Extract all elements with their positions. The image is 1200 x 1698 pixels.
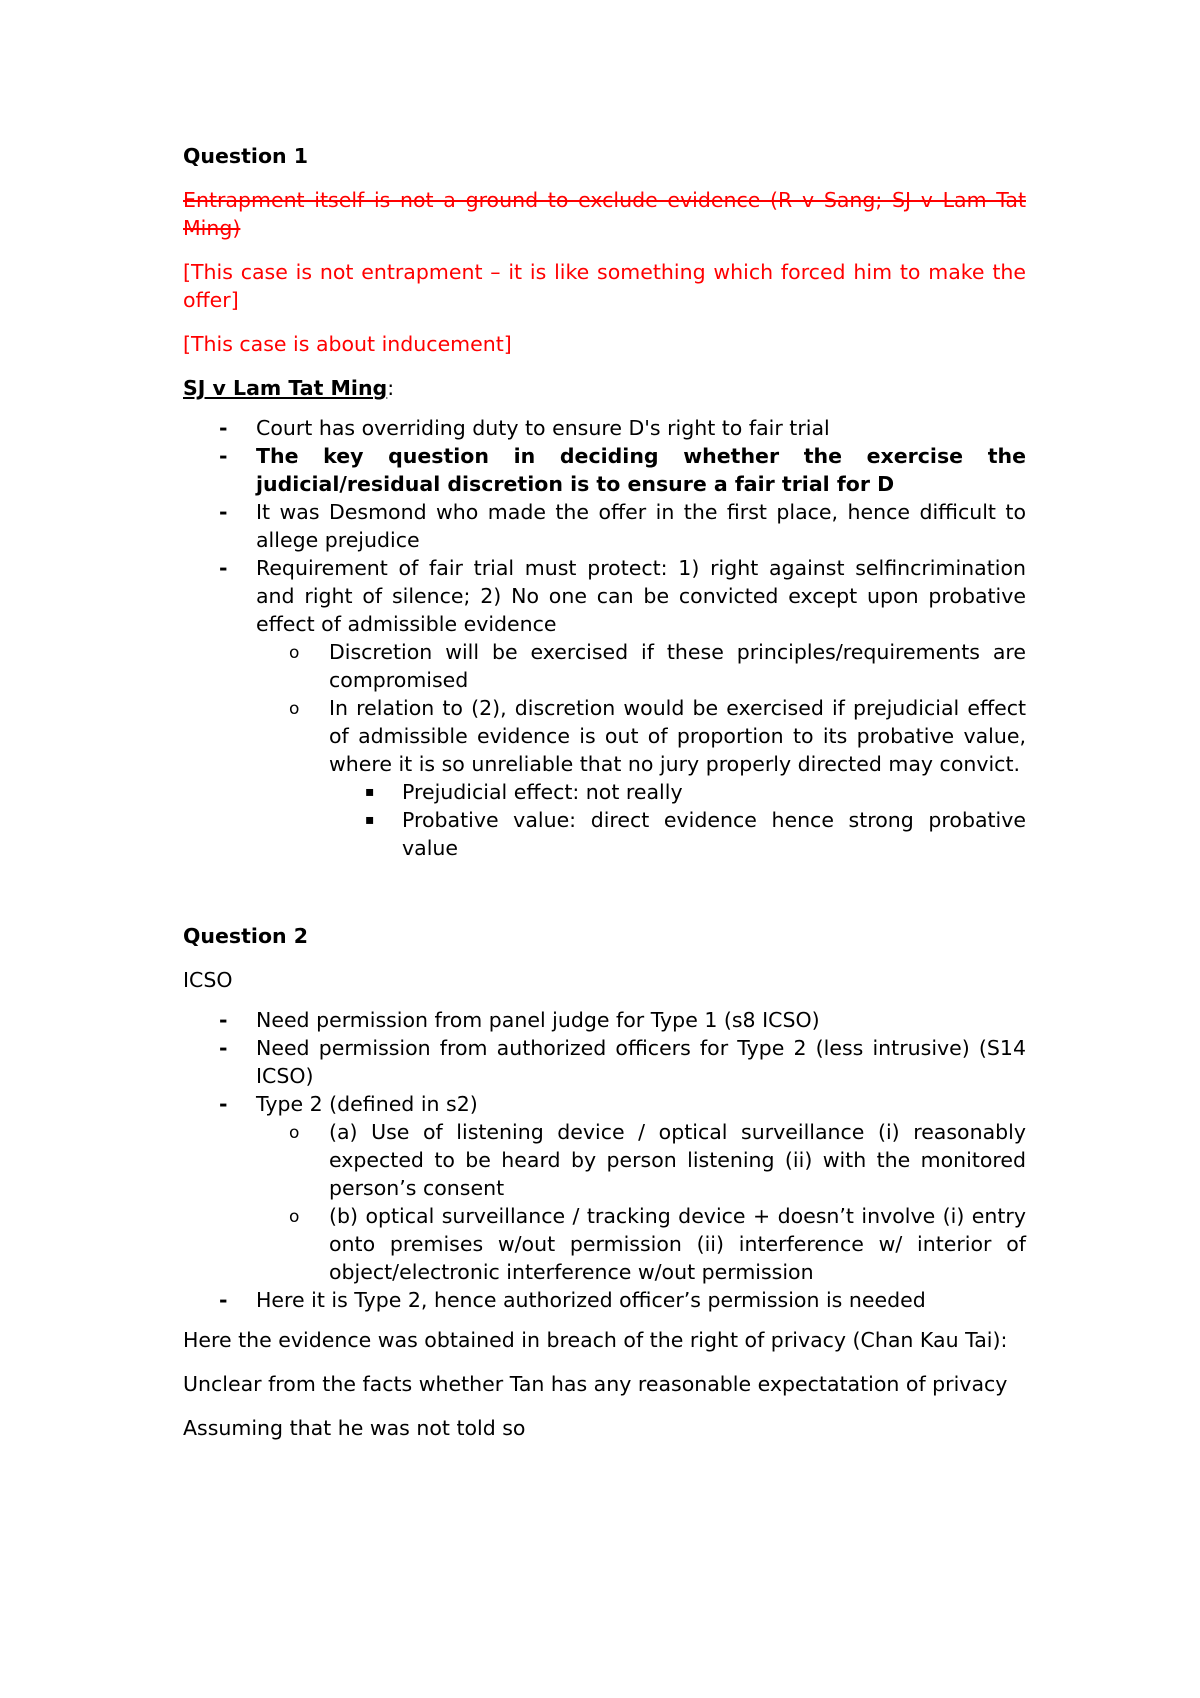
q1-point-list — [183, 414, 1026, 862]
expectation-paragraph: Unclear from the facts whether Tan has any reasonable expectatation of privacy — [183, 1372, 1008, 1396]
question-1-heading: Question 1 — [183, 144, 309, 168]
list-item: o In relation to (2), discretion would be exercised if prejudicial effect of admissible evidence is out of proportion to its probative value, where it is so unreliable that no jury properly directed may convict. ▪ Prejudicial effect: not really ▪ Probative value: direct evidence hence strong probative value — [289, 696, 1026, 860]
square-marker: ▪ — [365, 812, 375, 828]
list-item: - Need permission from panel judge for Type 1 (s8 ICSO) — [219, 1008, 820, 1032]
case-title: SJ v Lam Tat Ming — [183, 376, 388, 400]
square-marker: ▪ — [365, 784, 375, 800]
list-item: - Here it is Type 2, hence authorized officer’s permission is needed — [219, 1288, 926, 1312]
list-item: o (b) optical surveillance / tracking device + doesn’t involve (i) entry onto premises w/out permission (ii) interference w/ interior of object/electronic interference w/out permission — [289, 1204, 1026, 1284]
dash-marker: - — [219, 556, 228, 580]
dash-marker: - — [219, 1092, 228, 1116]
entrapment-note: [This case is not entrapment – it is like something which forced him to make the offer] — [183, 260, 1026, 312]
q2-point-list — [183, 1006, 1026, 1314]
dash-marker: - — [219, 500, 228, 524]
case-heading — [183, 374, 1026, 402]
question-2-heading: Question 2 — [183, 924, 309, 948]
list-item: - The key question in deciding whether the exercise the judicial/residual discretion is to ensure a fair trial for D — [219, 444, 1026, 496]
privacy-breach-paragraph: Here the evidence was obtained in breach of the right of privacy (Chan Kau Tai): — [183, 1328, 1008, 1352]
inducement-note: [This case is about inducement] — [183, 332, 512, 356]
section-spacer — [183, 906, 1026, 922]
list-item: - Need permission from authorized officers for Type 2 (less intrusive) (S14 ICSO) — [219, 1036, 1026, 1088]
list-item: - It was Desmond who made the offer in the first place, hence difficult to allege prejudice — [219, 500, 1026, 552]
list-item: - Court has overriding duty to ensure D's right to fair trial — [219, 416, 830, 440]
section-spacer — [183, 862, 1026, 906]
dash-marker: - — [219, 416, 228, 440]
icso-label: ICSO — [183, 968, 233, 992]
q2-subpoint-list — [256, 1118, 1026, 1286]
list-item: - Requirement of fair trial must protect: 1) right against selfincrimination and right of silence; 2) No one can be convicted except upon probative effect of admissible evidence o Discretion will be exercised if these principles/requirements are compromised o In relation to (2), discretion would be exercised if prejudicial effect of admissible evidence is out of proportion to its probative value, where it is so unreliable that no jury properly directed may convict. ▪ Prejudicial effect: not really ▪ Probative value: direct evidence hence strong probative value — [219, 556, 1026, 860]
dash-marker: - — [219, 444, 228, 468]
q1-subsubpoint-list — [329, 778, 1026, 862]
circle-marker: o — [289, 1123, 300, 1143]
assumption-paragraph: Assuming that he was not told so — [183, 1416, 526, 1440]
dash-marker: - — [219, 1288, 228, 1312]
list-item: ▪ Probative value: direct evidence hence strong probative value — [365, 808, 1026, 860]
q1-subpoint-list — [256, 638, 1026, 862]
list-item: ▪ Prejudicial effect: not really — [365, 780, 683, 804]
case-colon: : — [387, 376, 395, 400]
document-body — [183, 142, 1026, 1458]
circle-marker: o — [289, 1207, 300, 1227]
circle-marker: o — [289, 643, 300, 663]
list-item: o (a) Use of listening device / optical surveillance (i) reasonably expected to be heard by person listening (ii) with the monitored person’s consent — [289, 1120, 1026, 1200]
list-item: o Discretion will be exercised if these principles/requirements are compromised — [289, 640, 1026, 692]
dash-marker: - — [219, 1008, 228, 1032]
section-spacer — [183, 1314, 1026, 1326]
dash-marker: - — [219, 1036, 228, 1060]
struck-note: Entrapment itself is not a ground to exclude evidence (R v Sang; SJ v Lam Tat Ming) — [183, 188, 1026, 240]
circle-marker: o — [289, 699, 300, 719]
list-item: - Type 2 (defined in s2) o (a) Use of listening device / optical surveillance (i) reasonably expected to be heard by person listening (ii) with the monitored person’s consent o (b) optical surveillance / tracking device + doesn’t involve (i) entry onto premises w/out permission (ii) interference w/ interior of object/electronic interference w/out permission — [219, 1092, 1026, 1284]
